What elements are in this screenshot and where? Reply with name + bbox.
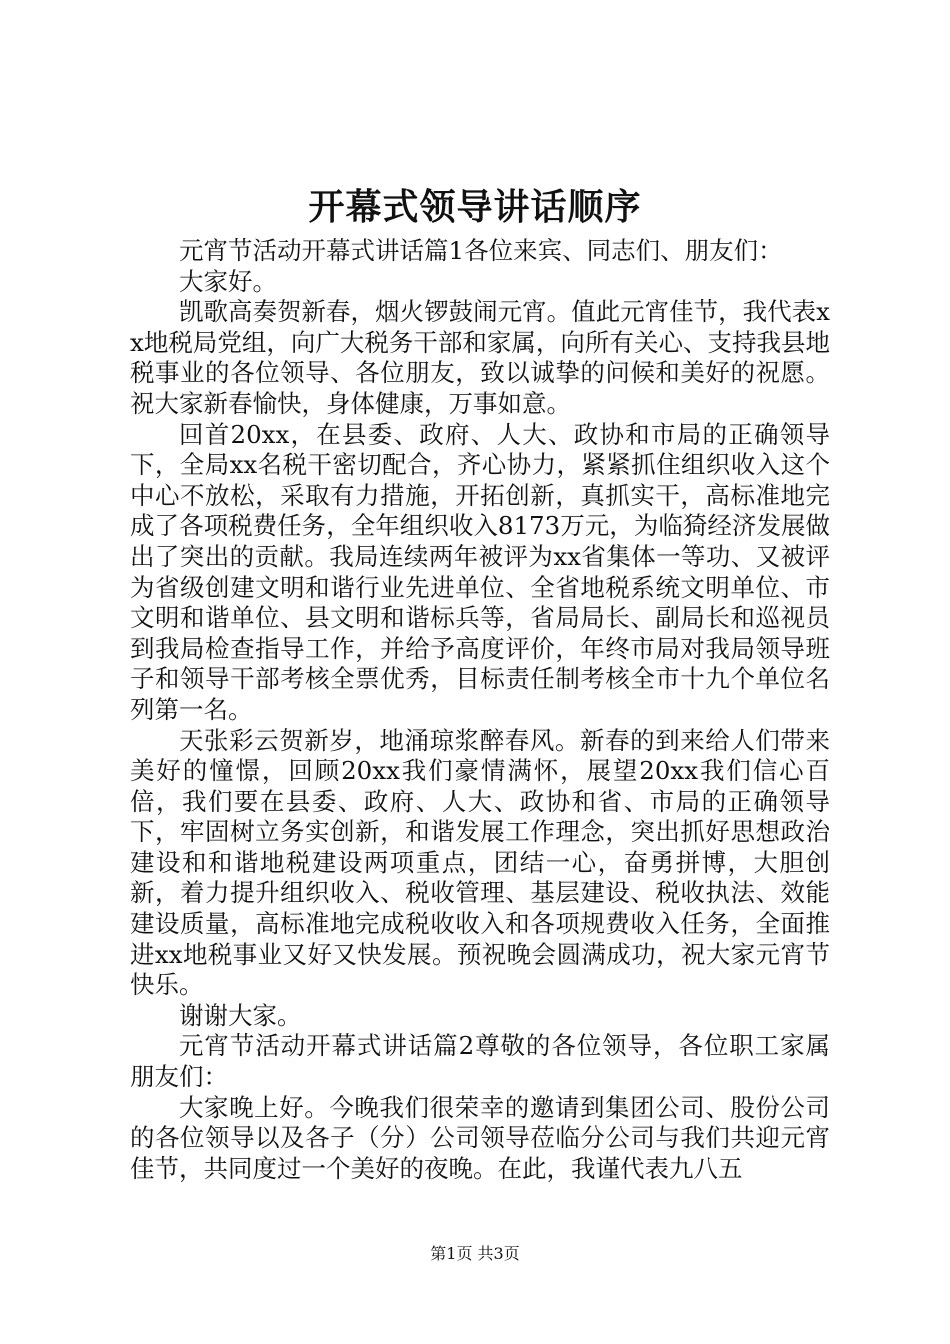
paragraph-2: 大家好。	[179, 266, 277, 296]
document-body	[130, 236, 830, 1184]
paragraph-4: 回首20xx，在县委、政府、人大、政协和市局的正确领导下，全局xx名税干密切配合，齐心协力，紧紧抓住组织收入这个中心不放松，采取有力措施，开拓创新，真抓实干，高标准地完成了各项税费任务，全年组织收入8173万元，为临猗经济发展做出了突出的贡献。我局连续两年被评为xx省集体一等功、又被评为省级创建文明和谐行业先进单位、全省地税系统文明单位、市文明和谐单位、县文明和谐标兵等，省局局长、副局长和巡视员到我局检查指导工作，并给予高度评价，年终市局对我局领导班子和领导干部考核全票优秀，目标责任制考核全市十九个单位名列第一名。	[130, 419, 830, 724]
page-footer: 第1页 共3页	[430, 1244, 520, 1263]
paragraph-3: 凯歌高奏贺新春，烟火锣鼓闹元宵。值此元宵佳节，我代表xx地税局党组，向广大税务干部和家属，向所有关心、支持我县地税事业的各位领导、各位朋友，致以诚挚的问候和美好的祝愿。祝大家新春愉快，身体健康，万事如意。	[130, 297, 830, 418]
paragraph-1: 元宵节活动开幕式讲话篇1各位来宾、同志们、朋友们：	[179, 236, 783, 265]
document-title: 开幕式领导讲话顺序	[308, 186, 642, 228]
paragraph-5: 天张彩云贺新岁，地涌琼浆醉春风。新春的到来给人们带来美好的憧憬，回顾20xx我们豪情满怀，展望20xx我们信心百倍，我们要在县委、政府、人大、政协和省、市局的正确领导下，牢固树立务实创新，和谐发展工作理念，突出抓好思想政治建设和和谐地税建设两项重点，团结一心，奋勇拼博，大胆创新，着力提升组织收入、税收管理、基层建设、税收执法、效能建设质量，高标准地完成税收收入和各项规费收入任务，全面推进xx地税事业又好又快发展。预祝晚会圆满成功，祝大家元宵节快乐。	[130, 725, 830, 1000]
paragraph-7: 元宵节活动开幕式讲话篇2尊敬的各位领导，各位职工家属朋友们：	[130, 1031, 830, 1092]
paragraph-6: 谢谢大家。	[179, 1000, 302, 1030]
paragraph-8: 大家晚上好。今晚我们很荣幸的邀请到集团公司、股份公司的各位领导以及各子（分）公司领导莅临分公司与我们共迎元宵佳节，共同度过一个美好的夜晚。在此，我谨代表九八五	[130, 1092, 830, 1183]
